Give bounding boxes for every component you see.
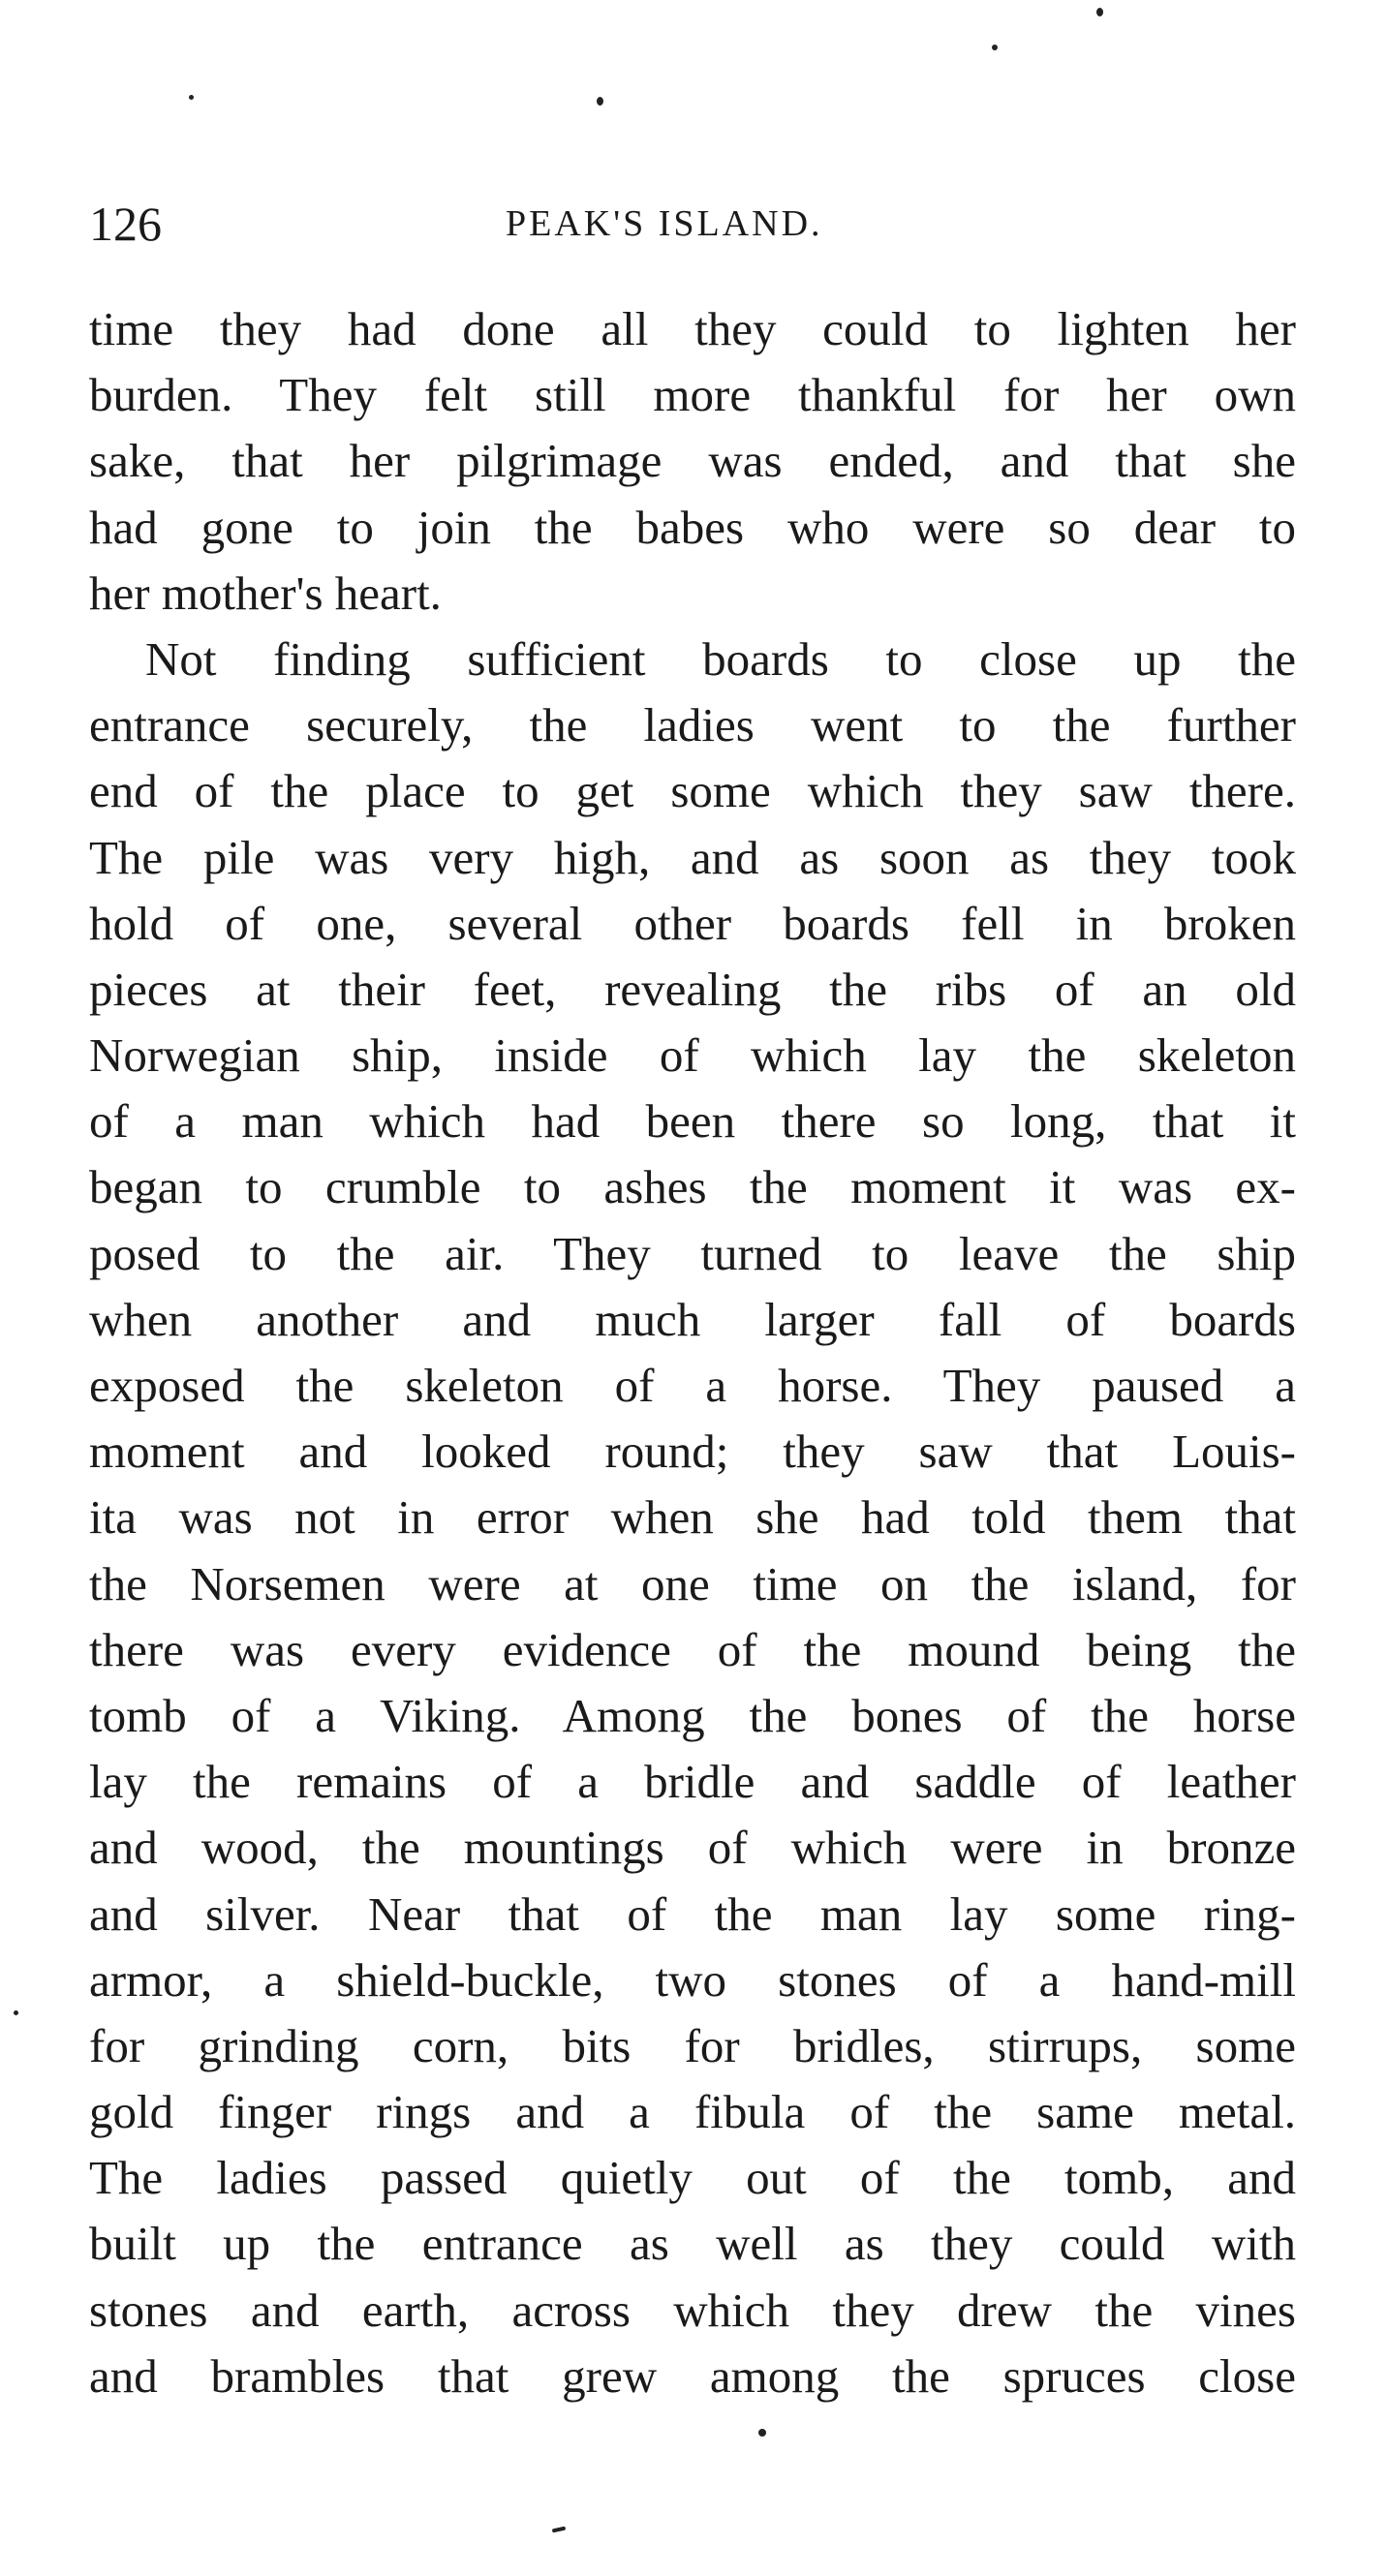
page-header (89, 190, 1300, 258)
print-speck (992, 45, 998, 50)
text-line: when another and much larger fall of boards (89, 1292, 1296, 1346)
text-line: Not finding sufficient boards to close up the (145, 631, 1296, 686)
print-speck (189, 95, 194, 100)
text-line: end of the place to get some which they saw there. (89, 764, 1296, 818)
text-line: exposed the skeleton of a horse. They paused a (89, 1359, 1296, 1412)
running-title: PEAK'S ISLAND. (506, 203, 823, 244)
text-line: and brambles that grew among the spruces close (89, 2348, 1296, 2403)
print-speck (14, 2010, 18, 2015)
text-line: there was every evidence of the mound being the (89, 1622, 1296, 1676)
text-line: posed to the air. They turned to leave the ship (89, 1226, 1296, 1280)
text-line: and silver. Near that of the man lay some ring- (89, 1886, 1296, 1941)
text-line: and wood, the mountings of which were in bronze (89, 1821, 1296, 1875)
print-speck (597, 97, 603, 106)
text-line: The ladies passed quietly out of the tomb, and (89, 2151, 1296, 2205)
text-line: her mother's heart. (89, 566, 442, 620)
body-text (89, 296, 1296, 2409)
print-speck (1096, 8, 1103, 16)
text-line: The pile was very high, and as soon as they took (89, 830, 1296, 884)
text-line: for grinding corn, bits for bridles, stirrups, some (89, 2018, 1296, 2072)
text-line: the Norsemen were at one time on the island, for (89, 1556, 1296, 1610)
text-line: hold of one, several other boards fell in broken (89, 896, 1296, 950)
text-line: ita was not in error when she had told them that (89, 1490, 1296, 1545)
text-line: began to crumble to ashes the moment it was ex- (89, 1160, 1296, 1214)
text-line: gold finger rings and a fibula of the same metal. (89, 2085, 1296, 2139)
text-line: pieces at their feet, revealing the ribs of an old (89, 962, 1296, 1016)
print-speck (552, 2527, 567, 2533)
text-line: of a man which had been there so long, that it (89, 1094, 1296, 1149)
text-line: stones and earth, across which they drew the vines (89, 2283, 1296, 2337)
text-line: burden. They felt still more thankful for her own (89, 368, 1296, 422)
text-line: armor, a shield-buckle, two stones of a hand-mill (89, 1952, 1296, 2007)
print-speck (758, 2429, 766, 2437)
text-line: built up the entrance as well as they could with (89, 2217, 1296, 2271)
text-line: time they had done all they could to lighten her (89, 302, 1296, 355)
text-line: moment and looked round; they saw that Louis- (89, 1425, 1296, 1479)
text-line: had gone to join the babes who were so dear to (89, 500, 1296, 554)
text-line: lay the remains of a bridle and saddle of leather (89, 1755, 1296, 1809)
text-line: entrance securely, the ladies went to the further (89, 698, 1296, 752)
text-line: sake, that her pilgrimage was ended, and that she (89, 434, 1296, 488)
page-number: 126 (89, 197, 162, 251)
text-line: Norwegian ship, inside of which lay the skeleton (89, 1028, 1296, 1083)
text-line: tomb of a Viking. Among the bones of the horse (89, 1688, 1296, 1742)
